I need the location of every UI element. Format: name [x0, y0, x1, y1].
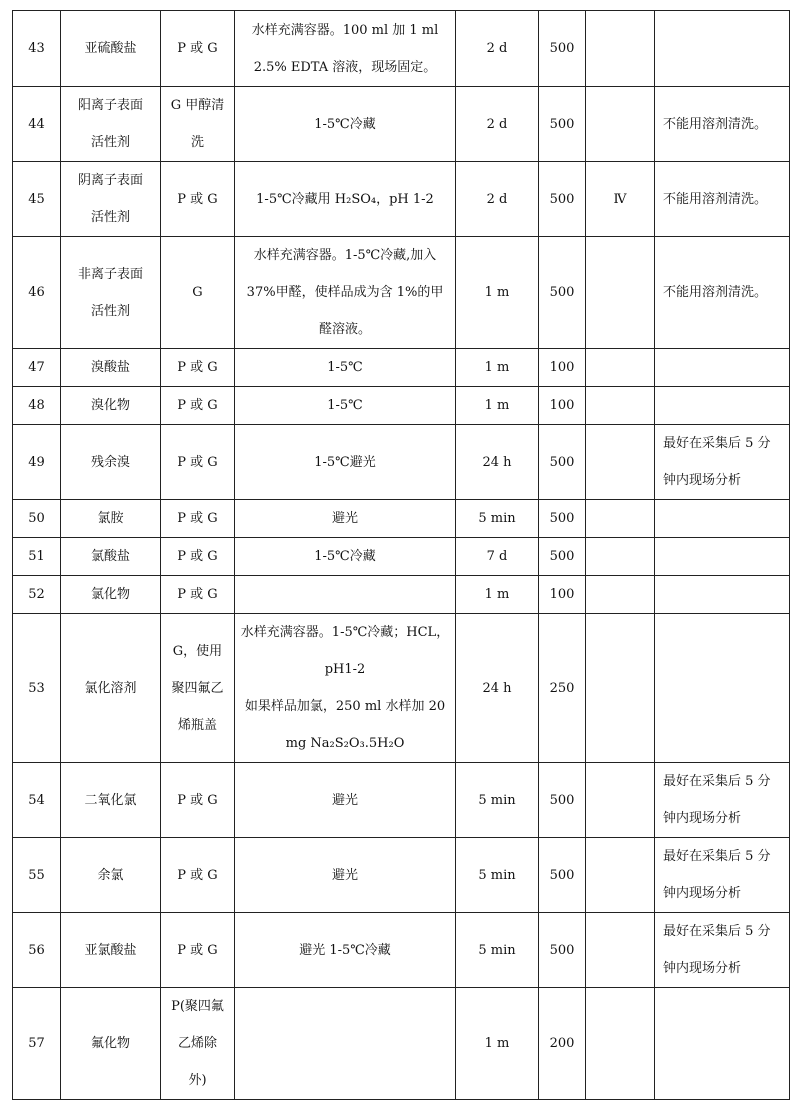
row-number-cell	[13, 387, 61, 425]
cell-text: 500	[549, 41, 575, 56]
preservation-method-cell	[235, 387, 456, 425]
storage-time-cell	[456, 538, 539, 576]
table-row	[13, 614, 790, 763]
storage-time-cell	[456, 87, 539, 162]
cell-text-line: mg Na₂S₂O₃.5H₂O	[285, 736, 405, 751]
storage-time-cell	[456, 162, 539, 237]
grade-cell	[586, 349, 655, 387]
cell-text: 500	[549, 191, 575, 207]
item-cell	[61, 614, 161, 763]
table-row	[13, 425, 790, 500]
cell-text-line: 阴离子表面	[77, 173, 143, 188]
cell-text-line: 钟内现场分析	[663, 961, 742, 976]
cell-text: 47	[28, 360, 45, 375]
note-cell	[655, 500, 790, 538]
container-cell	[161, 763, 235, 838]
cell-text: 500	[549, 549, 575, 564]
cell-text: 57	[28, 1036, 45, 1051]
storage-time-cell	[456, 11, 539, 87]
container-cell	[161, 614, 235, 763]
cell-text: 24 h	[482, 680, 512, 696]
cell-text-line: 不能用溶剂清洗。	[663, 285, 768, 300]
cell-text-line: 活性剂	[90, 210, 130, 225]
cell-text: 2 d	[486, 116, 508, 132]
row-number-cell	[13, 913, 61, 988]
cell-text-line: 亚氯酸盐	[84, 942, 137, 958]
item-cell	[61, 237, 161, 349]
sample-volume-cell	[539, 538, 586, 576]
storage-time-cell	[456, 387, 539, 425]
preservation-method-cell	[235, 538, 456, 576]
cell-text-line: 烯瓶盖	[177, 717, 217, 733]
cell-text: 51	[28, 549, 45, 564]
cell-text-line: P 或 G	[177, 41, 218, 56]
storage-time-cell	[456, 913, 539, 988]
sample-volume-cell	[539, 576, 586, 614]
cell-text-line: 1-5℃冷藏	[314, 549, 376, 564]
cell-text: 200	[549, 1036, 575, 1051]
item-cell	[61, 349, 161, 387]
table-row	[13, 162, 790, 237]
note-cell	[655, 763, 790, 838]
grade-cell	[586, 838, 655, 913]
cell-text-line: 醛溶液。	[318, 322, 371, 337]
cell-text-line: G，使用	[172, 643, 223, 659]
grade-cell	[586, 237, 655, 349]
item-cell	[61, 913, 161, 988]
row-number-cell	[13, 763, 61, 838]
table-row	[13, 500, 790, 538]
cell-text-line: G	[192, 285, 203, 300]
sample-volume-cell	[539, 237, 586, 349]
cell-text: 1 m	[484, 587, 510, 602]
note-cell	[655, 349, 790, 387]
cell-text: 52	[28, 587, 45, 602]
row-number-cell	[13, 614, 61, 763]
preservation-method-cell	[235, 576, 456, 614]
note-cell	[655, 237, 790, 349]
row-number-cell	[13, 838, 61, 913]
cell-text-line: 外)	[188, 1073, 207, 1088]
item-cell	[61, 425, 161, 500]
container-cell	[161, 387, 235, 425]
sample-volume-cell	[539, 763, 586, 838]
table-row	[13, 576, 790, 614]
row-number-cell	[13, 349, 61, 387]
cell-text: 2 d	[486, 41, 508, 56]
sample-volume-cell	[539, 425, 586, 500]
cell-text-line: 1-5℃	[327, 360, 363, 375]
preservation-method-cell	[235, 500, 456, 538]
container-cell	[161, 87, 235, 162]
table-row	[13, 87, 790, 162]
note-cell	[655, 387, 790, 425]
cell-text: 44	[28, 116, 45, 132]
cell-text-line: 最好在采集后 5 分	[663, 924, 771, 939]
sample-volume-cell	[539, 988, 586, 1100]
cell-text-line: 最好在采集后 5 分	[663, 436, 771, 451]
cell-text: 500	[549, 792, 575, 808]
storage-time-cell	[456, 576, 539, 614]
table-row	[13, 387, 790, 425]
cell-text-line: P 或 G	[177, 792, 218, 808]
container-cell	[161, 500, 235, 538]
cell-text-line: 1-5℃避光	[314, 454, 376, 470]
grade-cell	[586, 87, 655, 162]
cell-text-line: 氯化物	[90, 587, 130, 602]
grade-cell	[586, 988, 655, 1100]
cell-text: 5 min	[478, 867, 516, 883]
cell-text-line: 1-5℃冷藏	[314, 116, 376, 132]
preservation-method-cell	[235, 614, 456, 763]
storage-time-cell	[456, 500, 539, 538]
cell-text-line: P 或 G	[177, 398, 218, 413]
container-cell	[161, 237, 235, 349]
item-cell	[61, 576, 161, 614]
preservation-method-cell	[235, 425, 456, 500]
cell-text-line: 避光	[331, 511, 358, 526]
container-cell	[161, 838, 235, 913]
row-number-cell	[13, 425, 61, 500]
cell-text-line: 聚四氟乙	[171, 680, 224, 696]
preservation-method-cell	[235, 237, 456, 349]
sample-volume-cell	[539, 838, 586, 913]
cell-text-line: 不能用溶剂清洗。	[663, 191, 768, 207]
cell-text: 43	[28, 41, 45, 56]
container-cell	[161, 162, 235, 237]
cell-text-line: G 甲醇清	[170, 98, 225, 113]
cell-text: 50	[28, 511, 45, 526]
container-cell	[161, 349, 235, 387]
cell-text-line: 钟内现场分析	[663, 473, 742, 488]
cell-text: 1 m	[484, 285, 510, 300]
cell-text: 53	[28, 680, 45, 696]
preservation-method-cell	[235, 11, 456, 87]
cell-text-line: 37%甲醛，使样品成为含 1%的甲	[246, 285, 444, 300]
storage-time-cell	[456, 349, 539, 387]
cell-text: 5 min	[478, 942, 516, 958]
note-cell	[655, 614, 790, 763]
item-cell	[61, 988, 161, 1100]
item-cell	[61, 162, 161, 237]
container-cell	[161, 538, 235, 576]
cell-text-line: 二氧化氯	[84, 792, 137, 808]
container-cell	[161, 988, 235, 1100]
cell-text-line: 水样充满容器。100 ml 加 1 ml	[251, 22, 439, 38]
cell-text: 100	[549, 587, 575, 602]
grade-cell	[586, 763, 655, 838]
cell-text: 48	[28, 398, 45, 413]
grade-cell	[586, 913, 655, 988]
table-body	[13, 11, 790, 1100]
sample-volume-cell	[539, 349, 586, 387]
cell-text-line: P 或 G	[177, 511, 218, 526]
cell-text: 56	[28, 942, 45, 958]
grade-cell	[586, 425, 655, 500]
preservation-method-cell	[235, 988, 456, 1100]
cell-text: 500	[549, 116, 575, 132]
cell-text-line: 避光	[331, 792, 358, 808]
cell-text: 5 min	[478, 511, 516, 526]
sample-volume-cell	[539, 387, 586, 425]
sample-volume-cell	[539, 500, 586, 538]
cell-text-line: P 或 G	[177, 587, 218, 602]
item-cell	[61, 538, 161, 576]
note-cell	[655, 838, 790, 913]
cell-text-line: 非离子表面	[77, 266, 143, 282]
cell-text-line: pH1-2	[324, 662, 366, 677]
row-number-cell	[13, 988, 61, 1100]
cell-text: 500	[549, 867, 575, 883]
table-row	[13, 349, 790, 387]
cell-text: 250	[549, 680, 575, 696]
cell-text: Ⅳ	[613, 191, 627, 207]
storage-time-cell	[456, 237, 539, 349]
grade-cell	[586, 614, 655, 763]
note-cell	[655, 11, 790, 87]
note-cell	[655, 425, 790, 500]
cell-text: 1 m	[484, 398, 510, 413]
preservation-method-cell	[235, 162, 456, 237]
sampling-table	[12, 10, 790, 1100]
note-cell	[655, 988, 790, 1100]
cell-text: 46	[28, 285, 45, 300]
preservation-method-cell	[235, 763, 456, 838]
item-cell	[61, 763, 161, 838]
table-row	[13, 838, 790, 913]
row-number-cell	[13, 576, 61, 614]
cell-text-line: P 或 G	[177, 360, 218, 375]
cell-text-line: 2.5% EDTA 溶液，现场固定。	[253, 59, 437, 75]
cell-text: 7 d	[486, 549, 508, 564]
cell-text-line: 氯胺	[97, 511, 124, 526]
cell-text: 5 min	[478, 792, 516, 808]
row-number-cell	[13, 538, 61, 576]
row-number-cell	[13, 162, 61, 237]
cell-text: 45	[28, 191, 45, 207]
grade-cell	[586, 387, 655, 425]
grade-cell	[586, 500, 655, 538]
cell-text: 1 m	[484, 360, 510, 375]
cell-text-line: 水样充满容器。1-5℃冷藏,加入	[253, 248, 437, 263]
cell-text-line: 不能用溶剂清洗。	[663, 116, 768, 132]
table-row	[13, 237, 790, 349]
table-row	[13, 763, 790, 838]
grade-cell	[586, 11, 655, 87]
preservation-method-cell	[235, 87, 456, 162]
table-row	[13, 11, 790, 87]
cell-text-line: 1-5℃冷藏用 H₂SO₄，pH 1-2	[256, 191, 434, 207]
cell-text: 2 d	[486, 191, 508, 207]
row-number-cell	[13, 87, 61, 162]
cell-text-line: 余氯	[97, 867, 124, 883]
sample-volume-cell	[539, 913, 586, 988]
item-cell	[61, 87, 161, 162]
note-cell	[655, 913, 790, 988]
table-row	[13, 538, 790, 576]
preservation-method-cell	[235, 838, 456, 913]
sample-volume-cell	[539, 11, 586, 87]
item-cell	[61, 11, 161, 87]
cell-text-line: 如果样品加氯，250 ml 水样加 20	[244, 699, 446, 714]
note-cell	[655, 162, 790, 237]
sample-volume-cell	[539, 162, 586, 237]
cell-text: 500	[549, 285, 575, 300]
cell-text-line: 乙烯除	[177, 1036, 217, 1051]
cell-text-line: 钟内现场分析	[663, 886, 742, 901]
item-cell	[61, 387, 161, 425]
cell-text-line: P 或 G	[177, 454, 218, 470]
container-cell	[161, 576, 235, 614]
cell-text-line: 钟内现场分析	[663, 811, 742, 826]
cell-text-line: P(聚四氟	[171, 999, 224, 1014]
cell-text-line: 亚硫酸盐	[84, 41, 137, 56]
table-row	[13, 988, 790, 1100]
grade-cell	[586, 162, 655, 237]
cell-text-line: 避光	[331, 867, 358, 883]
cell-text: 54	[28, 792, 45, 808]
cell-text-line: 避光 1-5℃冷藏	[299, 942, 391, 958]
item-cell	[61, 500, 161, 538]
cell-text-line: 1-5℃	[327, 398, 363, 413]
cell-text-line: P 或 G	[177, 549, 218, 564]
container-cell	[161, 425, 235, 500]
cell-text-line: 溴化物	[90, 398, 130, 413]
cell-text-line: 水样充满容器。1-5℃冷藏；HCL，	[240, 625, 450, 640]
cell-text: 49	[28, 454, 45, 470]
sample-volume-cell	[539, 87, 586, 162]
item-cell	[61, 838, 161, 913]
row-number-cell	[13, 11, 61, 87]
sample-volume-cell	[539, 614, 586, 763]
cell-text-line: P 或 G	[177, 191, 218, 207]
note-cell	[655, 576, 790, 614]
storage-time-cell	[456, 988, 539, 1100]
cell-text-line: P 或 G	[177, 942, 218, 958]
grade-cell	[586, 538, 655, 576]
cell-text-line: 溴酸盐	[90, 360, 130, 375]
preservation-method-cell	[235, 349, 456, 387]
storage-time-cell	[456, 763, 539, 838]
container-cell	[161, 913, 235, 988]
cell-text-line: 氯化溶剂	[84, 680, 137, 696]
cell-text: 500	[549, 942, 575, 958]
cell-text-line: 洗	[190, 135, 204, 150]
cell-text-line: 最好在采集后 5 分	[663, 849, 771, 864]
cell-text-line: 阳离子表面	[77, 98, 143, 113]
note-cell	[655, 87, 790, 162]
container-cell	[161, 11, 235, 87]
cell-text-line: 氟化物	[90, 1036, 130, 1051]
storage-time-cell	[456, 425, 539, 500]
cell-text-line: 最好在采集后 5 分	[663, 774, 771, 789]
cell-text: 500	[549, 454, 575, 470]
storage-time-cell	[456, 838, 539, 913]
row-number-cell	[13, 500, 61, 538]
cell-text-line: 残余溴	[90, 454, 130, 470]
grade-cell	[586, 576, 655, 614]
cell-text: 24 h	[482, 454, 512, 470]
cell-text-line: 氯酸盐	[90, 549, 130, 564]
storage-time-cell	[456, 614, 539, 763]
cell-text: 100	[549, 360, 575, 375]
row-number-cell	[13, 237, 61, 349]
cell-text: 100	[549, 398, 575, 413]
cell-text-line: P 或 G	[177, 867, 218, 883]
note-cell	[655, 538, 790, 576]
preservation-method-cell	[235, 913, 456, 988]
cell-text-line: 活性剂	[90, 303, 130, 319]
cell-text-line: 活性剂	[90, 135, 130, 150]
table-row	[13, 913, 790, 988]
cell-text: 55	[28, 867, 45, 883]
cell-text: 1 m	[484, 1036, 510, 1051]
cell-text: 500	[549, 511, 575, 526]
